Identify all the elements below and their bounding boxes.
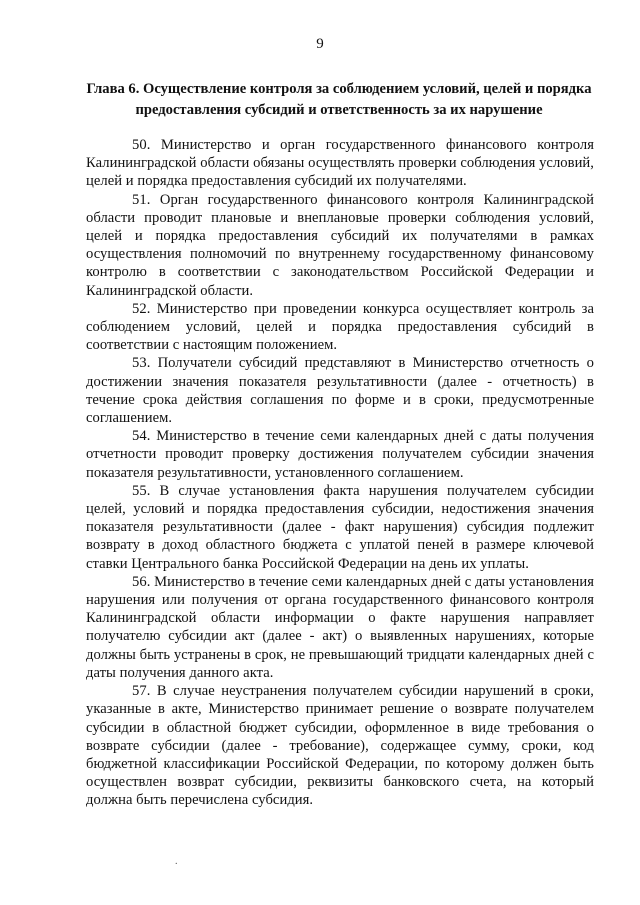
paragraph-55: 55. В случае установления факта нарушения получателем субсидии целей, условий и порядка предоставления субсидии, недостижения значения показателя результативности (далее - факт нарушения) субсидия подлежит возврату в доход областного бюджета с уплатой пеней в размере ключевой ставки Центрального банка Российской Федерации на день их уплаты.	[86, 482, 594, 572]
paragraph-50: 50. Министерство и орган государственного финансового контроля Калининградской области обязаны осуществлять проверки соблюдения условий, целей и порядка предоставления субсидий их получателями.	[86, 137, 594, 190]
paragraph-56: 56. Министерство в течение семи календарных дней с даты установления нарушения или получения от органа государственного финансового контроля Калининградской области информации о факте нарушения направляет получателю субсидии акт (далее - акт) о выявленных нарушениях, которые должны быть устранены в срок, не превышающий тридцати календарных дней с даты получения данного акта.	[86, 573, 594, 681]
paragraph-51: 51. Орган государственного финансового контроля Калининградской области проводит плановые и внеплановые проверки соблюдения условий, целей и порядка предоставления субсидий их получателями в рамках осуществления полномочий по внутреннему государственному финансовому контролю в соответствии с законодательством Российской Федерации и Калининградской области.	[86, 191, 594, 299]
chapter-title: Глава 6. Осуществление контроля за соблюдением условий, целей и порядка предоставления субсидий и ответственность за их нарушение	[86, 81, 592, 118]
document-body	[86, 136, 594, 810]
footer-mark: .	[175, 856, 178, 867]
paragraph-52: 52. Министерство при проведении конкурса осуществляет контроль за соблюдением условий, целей и порядка предоставления субсидий в соответствии с настоящим положением.	[86, 300, 594, 354]
paragraph-54: 54. Министерство в течение семи календарных дней с даты получения отчетности проводит проверку достижения получателем субсидии значения показателя результативности, установленного соглашением.	[86, 428, 594, 481]
paragraph-57: 57. В случае неустранения получателем субсидии нарушений в сроки, указанные в акте, Министерство принимает решение о возврате получателем субсидии в областной бюджет субсидии, оформленное в виде требования о возврате субсидии (далее - требование), содержащее сумму, сроки, код бюджетной классификации Российской Федерации, по которому должен быть осуществлен возврат субсидии, реквизиты банковского счета, на который должна быть перечислена субсидия.	[86, 683, 594, 809]
paragraph-53: 53. Получатели субсидий представляют в Министерство отчетность о достижении значения показателя результативности (далее - отчетность) в течение срока действия соглашения по форме и в сроки, предусмотренные соглашением.	[86, 355, 594, 427]
page-number: 9	[316, 36, 324, 52]
